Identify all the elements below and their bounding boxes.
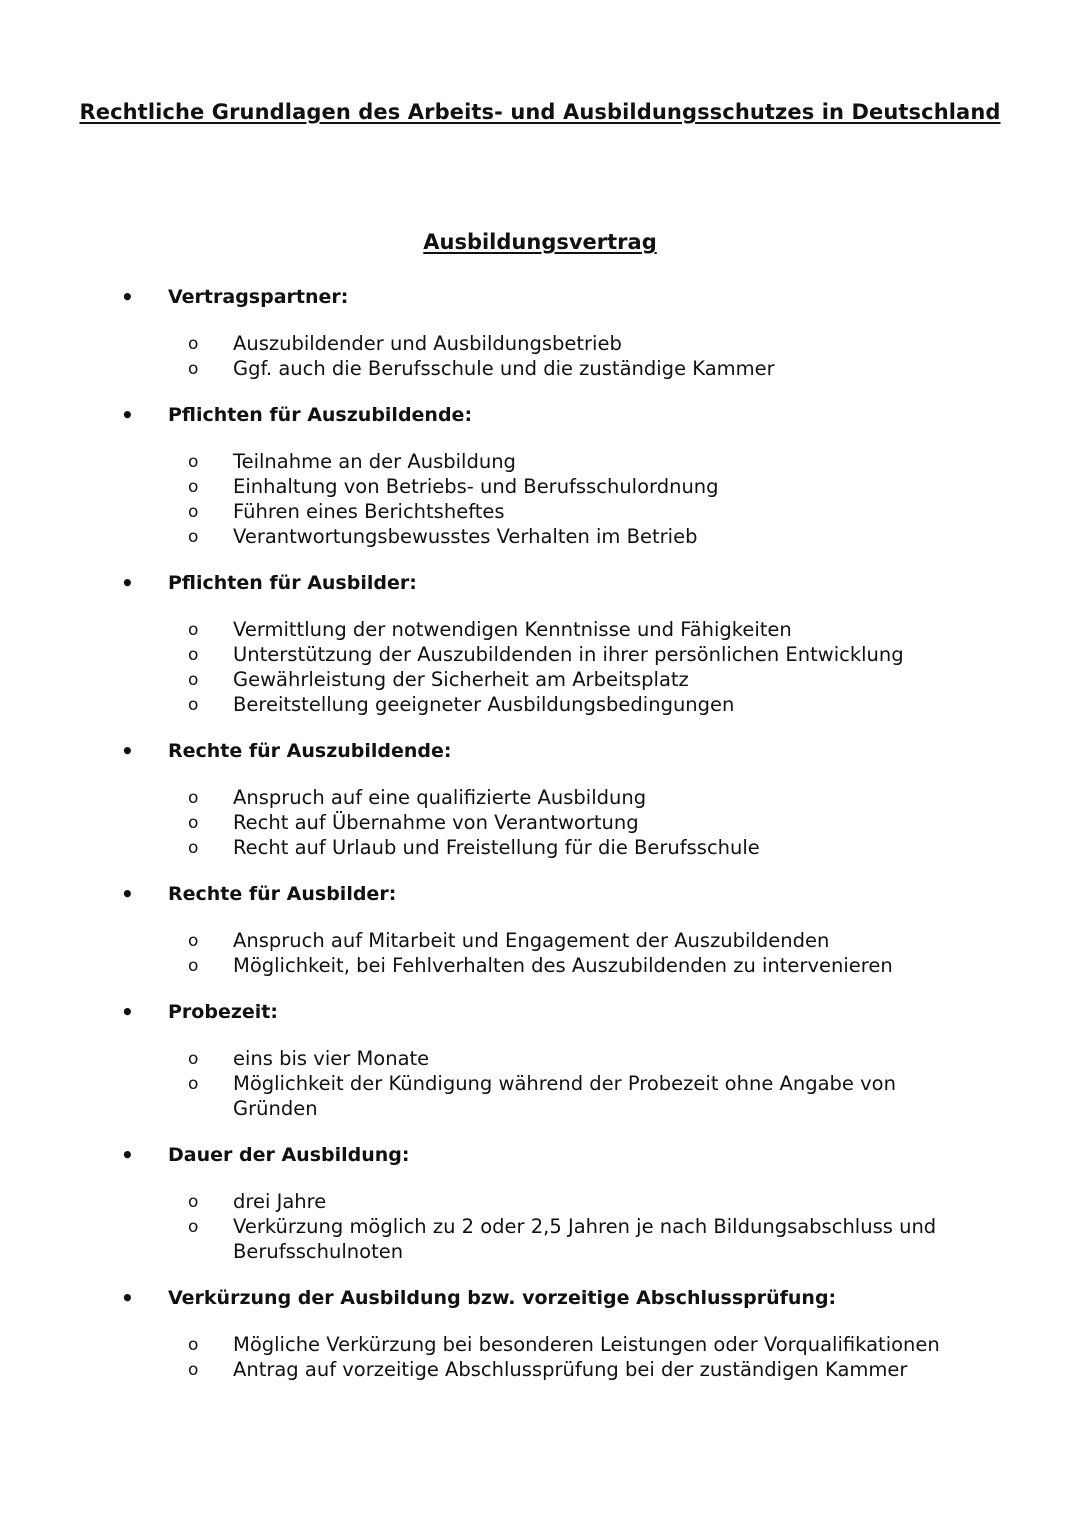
list-item (0, 356, 1080, 381)
bullet-icon: • (121, 1000, 134, 1024)
section-heading-text: Pflichten für Auszubildende: (168, 404, 473, 426)
circle-bullet-icon: o (188, 670, 199, 690)
list-item-text: eins bis vier Monate (233, 1047, 430, 1070)
list-item-text: Anspruch auf eine qualifizierte Ausbildung (233, 786, 647, 809)
list-item (0, 524, 1080, 549)
circle-bullet-icon: o (188, 1360, 199, 1380)
circle-bullet-icon: o (188, 502, 199, 522)
section (0, 999, 1080, 1121)
list-item (0, 835, 1080, 860)
list-item-text: Verantwortungsbewusstes Verhalten im Betrieb (233, 525, 698, 548)
section (0, 1142, 1080, 1264)
list-item (0, 1071, 1080, 1121)
list-item-text: Mögliche Verkürzung bei besonderen Leistungen oder Vorqualifikationen (233, 1333, 940, 1356)
list-item (0, 785, 1080, 810)
list-item-text: Auszubildender und Ausbildungsbetrieb (233, 332, 622, 355)
circle-bullet-icon: o (188, 838, 199, 858)
section-heading (0, 881, 1080, 907)
list-item-text: Antrag auf vorzeitige Abschlussprüfung bei der zuständigen Kammer (233, 1358, 908, 1381)
list-item (0, 499, 1080, 524)
circle-bullet-icon: o (188, 1074, 199, 1094)
list-item-text: Recht auf Übernahme von Verantwortung (233, 811, 639, 834)
circle-bullet-icon: o (188, 956, 199, 976)
section (0, 738, 1080, 860)
list-item (0, 928, 1080, 953)
circle-bullet-icon: o (188, 813, 199, 833)
bullet-icon: • (121, 571, 134, 595)
list-item-text: Möglichkeit der Kündigung während der Probezeit ohne Angabe von Gründen (233, 1072, 896, 1120)
list-item-text: Ggf. auch die Berufsschule und die zuständige Kammer (233, 357, 775, 380)
list-item (0, 642, 1080, 667)
list-item (0, 1357, 1080, 1382)
section-heading-text: Vertragspartner: (168, 286, 349, 308)
bullet-icon: • (121, 739, 134, 763)
sub-list (0, 928, 1080, 978)
list-item-text: drei Jahre (233, 1190, 327, 1213)
bullet-icon: • (121, 403, 134, 427)
circle-bullet-icon: o (188, 477, 199, 497)
sub-list (0, 1189, 1080, 1264)
circle-bullet-icon: o (188, 334, 199, 354)
list-item (0, 667, 1080, 692)
section (0, 570, 1080, 717)
circle-bullet-icon: o (188, 1192, 199, 1212)
bullet-icon: • (121, 285, 134, 309)
sections-list (0, 284, 1080, 1403)
section (0, 1285, 1080, 1382)
list-item-text: Teilnahme an der Ausbildung (233, 450, 516, 473)
circle-bullet-icon: o (188, 695, 199, 715)
list-item-text: Recht auf Urlaub und Freistellung für die Berufsschule (233, 836, 760, 859)
sub-list (0, 1046, 1080, 1121)
section-title: Ausbildungsvertrag (423, 230, 657, 254)
section-heading-text: Rechte für Ausbilder: (168, 883, 397, 905)
circle-bullet-icon: o (188, 788, 199, 808)
bullet-icon: • (121, 1143, 134, 1167)
bullet-icon: • (121, 882, 134, 906)
sub-list (0, 1332, 1080, 1382)
list-item-text: Vermittlung der notwendigen Kenntnisse und Fähigkeiten (233, 618, 792, 641)
sub-list (0, 449, 1080, 549)
list-item-text: Möglichkeit, bei Fehlverhalten des Auszubildenden zu intervenieren (233, 954, 893, 977)
section-heading (0, 999, 1080, 1025)
list-item (0, 953, 1080, 978)
list-item-text: Gewährleistung der Sicherheit am Arbeitsplatz (233, 668, 689, 691)
section-heading (0, 570, 1080, 596)
list-item-text: Anspruch auf Mitarbeit und Engagement der Auszubildenden (233, 929, 830, 952)
sub-list (0, 617, 1080, 717)
list-item (0, 692, 1080, 717)
circle-bullet-icon: o (188, 359, 199, 379)
section-heading (0, 738, 1080, 764)
section-heading (0, 284, 1080, 310)
list-item (0, 1046, 1080, 1071)
section-heading-text: Dauer der Ausbildung: (168, 1144, 410, 1166)
circle-bullet-icon: o (188, 1049, 199, 1069)
section-heading-text: Verkürzung der Ausbildung bzw. vorzeitige Abschlussprüfung: (168, 1287, 837, 1309)
circle-bullet-icon: o (188, 527, 199, 547)
list-item-text: Unterstützung der Auszubildenden in ihrer persönlichen Entwicklung (233, 643, 904, 666)
section-heading-text: Rechte für Auszubildende: (168, 740, 452, 762)
section (0, 284, 1080, 381)
list-item (0, 331, 1080, 356)
circle-bullet-icon: o (188, 1217, 199, 1237)
circle-bullet-icon: o (188, 645, 199, 665)
list-item (0, 1189, 1080, 1214)
list-item (0, 449, 1080, 474)
section (0, 402, 1080, 549)
list-item-text: Führen eines Berichtsheftes (233, 500, 505, 523)
list-item (0, 1214, 1080, 1264)
document-title: Rechtliche Grundlagen des Arbeits- und Ausbildungsschutzes in Deutschland (79, 100, 1001, 124)
section-heading-text: Pflichten für Ausbilder: (168, 572, 417, 594)
bullet-icon: • (121, 1286, 134, 1310)
list-item (0, 1332, 1080, 1357)
list-item-text: Bereitstellung geeigneter Ausbildungsbedingungen (233, 693, 735, 716)
section-heading (0, 1285, 1080, 1311)
circle-bullet-icon: o (188, 931, 199, 951)
list-item-text: Verkürzung möglich zu 2 oder 2,5 Jahren je nach Bildungsabschluss und Berufsschulnoten (233, 1215, 937, 1263)
circle-bullet-icon: o (188, 1335, 199, 1355)
list-item (0, 474, 1080, 499)
list-item (0, 810, 1080, 835)
section (0, 881, 1080, 978)
sub-list (0, 785, 1080, 860)
list-item (0, 617, 1080, 642)
section-heading (0, 1142, 1080, 1168)
section-heading (0, 402, 1080, 428)
list-item-text: Einhaltung von Betriebs- und Berufsschulordnung (233, 475, 719, 498)
circle-bullet-icon: o (188, 620, 199, 640)
sub-list (0, 331, 1080, 381)
circle-bullet-icon: o (188, 452, 199, 472)
section-heading-text: Probezeit: (168, 1001, 278, 1023)
